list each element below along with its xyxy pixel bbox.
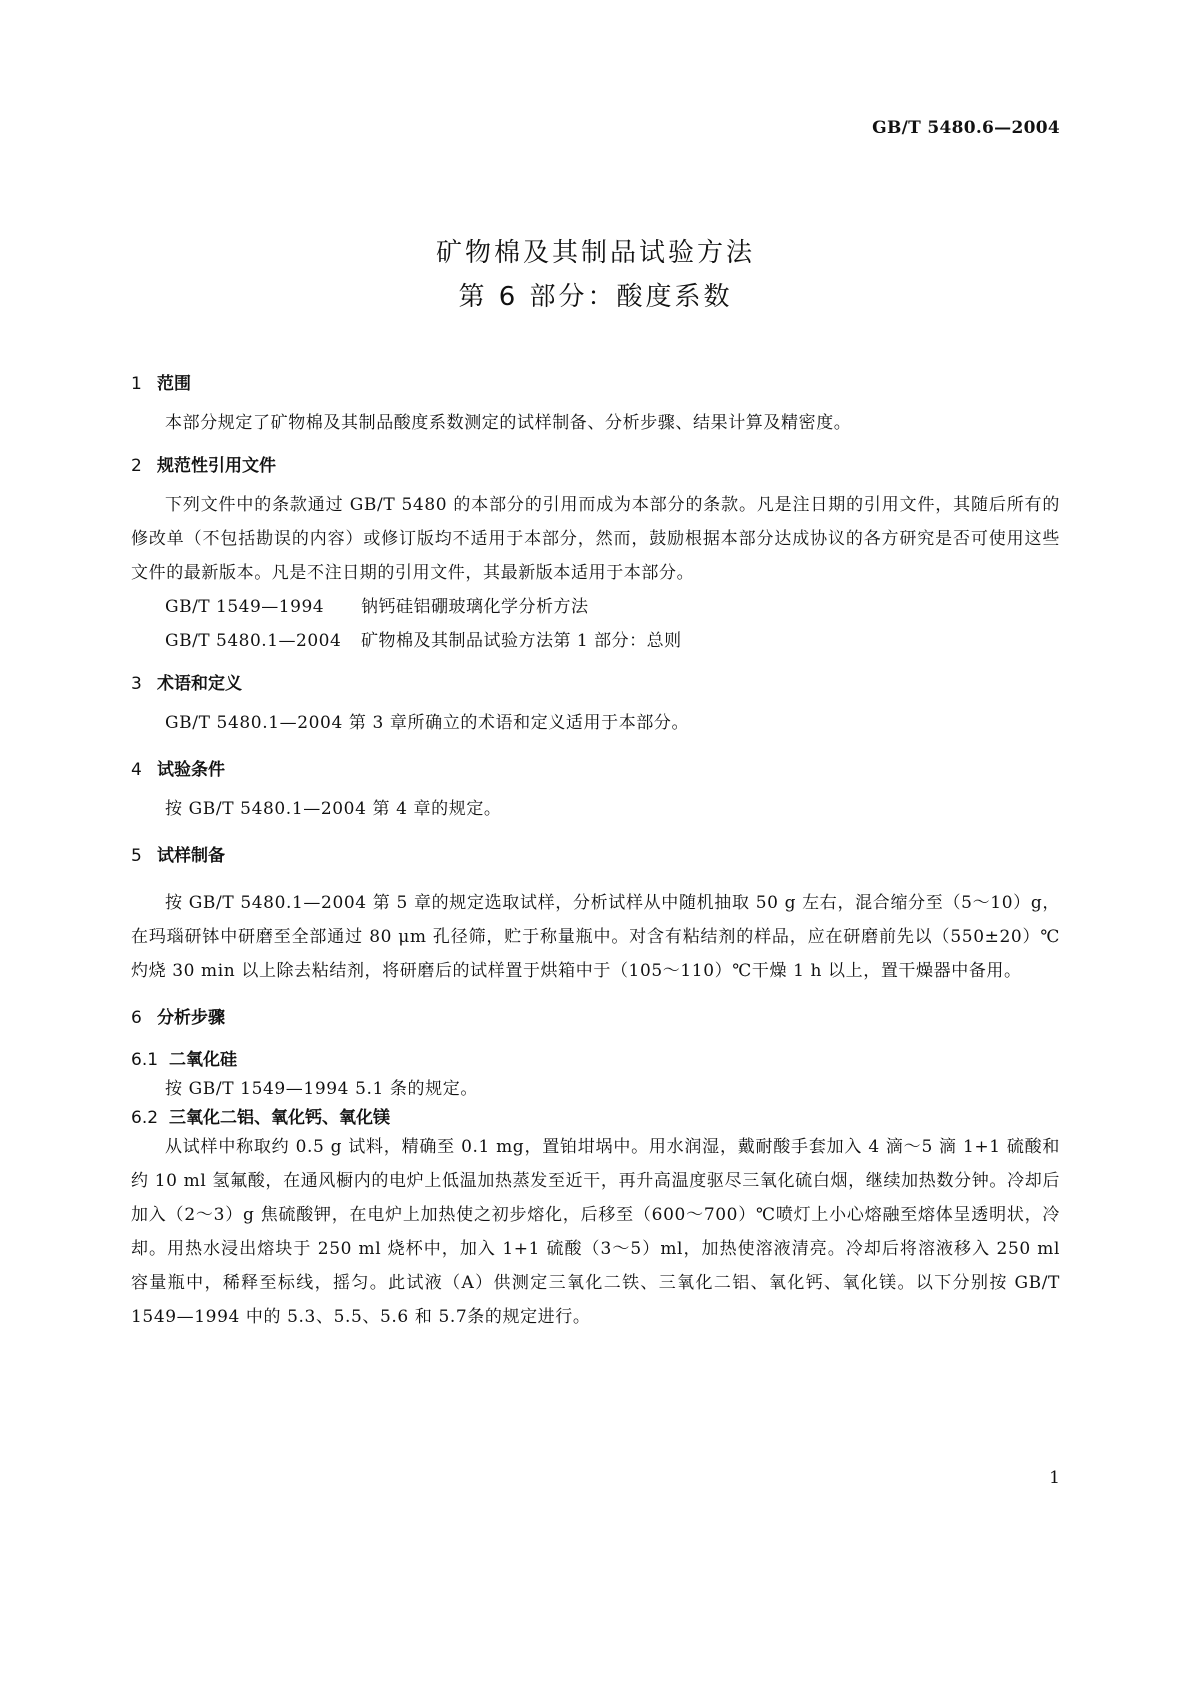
subsection-heading-silica <box>131 1048 1060 1072</box>
subsection-number: 6.1 <box>131 1050 159 1070</box>
reference-title: 钠钙硅铝硼玻璃化学分析方法 <box>361 597 589 617</box>
subsection-text-silica: 按 GB/T 1549—1994 5.1 条的规定。 <box>165 1079 478 1099</box>
section-text-scope: 本部分规定了矿物棉及其制品酸度系数测定的试样制备、分析步骤、结果计算及精密度。 <box>165 413 852 433</box>
section-title: 范围 <box>157 374 191 394</box>
standard-code: GB/T 5480.6—2004 <box>872 118 1060 138</box>
subsection-title: 二氧化硅 <box>169 1050 237 1070</box>
section-heading-sample-prep <box>131 844 1060 868</box>
section-heading-normative-refs <box>131 454 1060 478</box>
reference-title: 矿物棉及其制品试验方法第 1 部分：总则 <box>361 631 682 651</box>
section-title: 试验条件 <box>157 760 225 780</box>
section-number: 4 <box>131 760 142 780</box>
reference-code: GB/T 5480.1—2004 <box>165 631 342 651</box>
section-title: 术语和定义 <box>157 674 242 694</box>
reference-item <box>131 624 1060 658</box>
section-text-sample-prep: 按 GB/T 5480.1—2004 第 5 章的规定选取试样，分析试样从中随机抽取 50 g 左右，混合缩分至（5～10）g，在玛瑙研钵中研磨至全部通过 80 μm 孔径筛，贮于称量瓶中。对含有粘结剂的样品，应在研磨前先以（550±20）℃灼烧 30 min 以上除去粘结剂，将研磨后的试样置于烘箱中于（105～110）℃干燥 1 h 以上，置干燥器中备用。 <box>131 893 1060 981</box>
section-number: 2 <box>131 456 142 476</box>
page-number: 1 <box>1049 1468 1060 1488</box>
document-body <box>131 372 1060 1334</box>
section-heading-terms <box>131 672 1060 696</box>
document-subtitle: 第 6 部分：酸度系数 <box>458 282 733 312</box>
reference-code: GB/T 1549—1994 <box>165 597 325 617</box>
subsection-title: 三氧化二铝、氧化钙、氧化镁 <box>169 1108 390 1128</box>
section-heading-analysis <box>131 1006 1060 1030</box>
reference-item <box>131 590 1060 624</box>
section-number: 5 <box>131 846 142 866</box>
section-title: 规范性引用文件 <box>157 456 276 476</box>
section-text-normative-refs: 下列文件中的条款通过 GB/T 5480 的本部分的引用而成为本部分的条款。凡是注日期的引用文件，其随后所有的修改单（不包括勘误的内容）或修订版均不适用于本部分，然而，鼓励根据本部分达成协议的各方研究是否可使用这些文件的最新版本。凡是不注日期的引用文件，其最新版本适用于本部分。 <box>131 495 1060 583</box>
subsection-number: 6.2 <box>131 1108 159 1128</box>
subsection-heading-oxides <box>131 1106 1060 1130</box>
document-title: 矿物棉及其制品试验方法 <box>435 238 755 268</box>
section-number: 6 <box>131 1008 142 1028</box>
section-heading-test-conditions <box>131 758 1060 782</box>
section-number: 3 <box>131 674 142 694</box>
section-title: 试样制备 <box>157 846 225 866</box>
section-title: 分析步骤 <box>157 1008 225 1028</box>
section-text-test-conditions: 按 GB/T 5480.1—2004 第 4 章的规定。 <box>165 799 502 819</box>
section-text-terms: GB/T 5480.1—2004 第 3 章所确立的术语和定义适用于本部分。 <box>165 713 690 733</box>
subsection-text-oxides: 从试样中称取约 0.5 g 试料，精确至 0.1 mg，置铂坩埚中。用水润湿，戴耐酸手套加入 4 滴～5 滴 1+1 硫酸和约 10 ml 氢氟酸，在通风橱内的电炉上低温加热蒸发至近干，再升高温度驱尽三氧化硫白烟，继续加热数分钟。冷却后加入（2～3）g 焦硫酸钾，在电炉上加热使之初步熔化，后移至（600～700）℃喷灯上小心熔融至熔体呈透明状，冷却。用热水浸出熔块于 250 ml 烧杯中，加入 1+1 硫酸（3～5）ml，加热使溶液清亮。冷却后将溶液移入 250 ml 容量瓶中，稀释至标线，摇匀。此试液（A）供测定三氧化二铁、三氧化二铝、氧化钙、氧化镁。以下分别按 GB/T 1549—1994 中的 5.3、5.5、5.6 和 5.7条的规定进行。 <box>131 1137 1060 1327</box>
section-number: 1 <box>131 374 142 394</box>
section-heading-scope <box>131 372 1060 396</box>
